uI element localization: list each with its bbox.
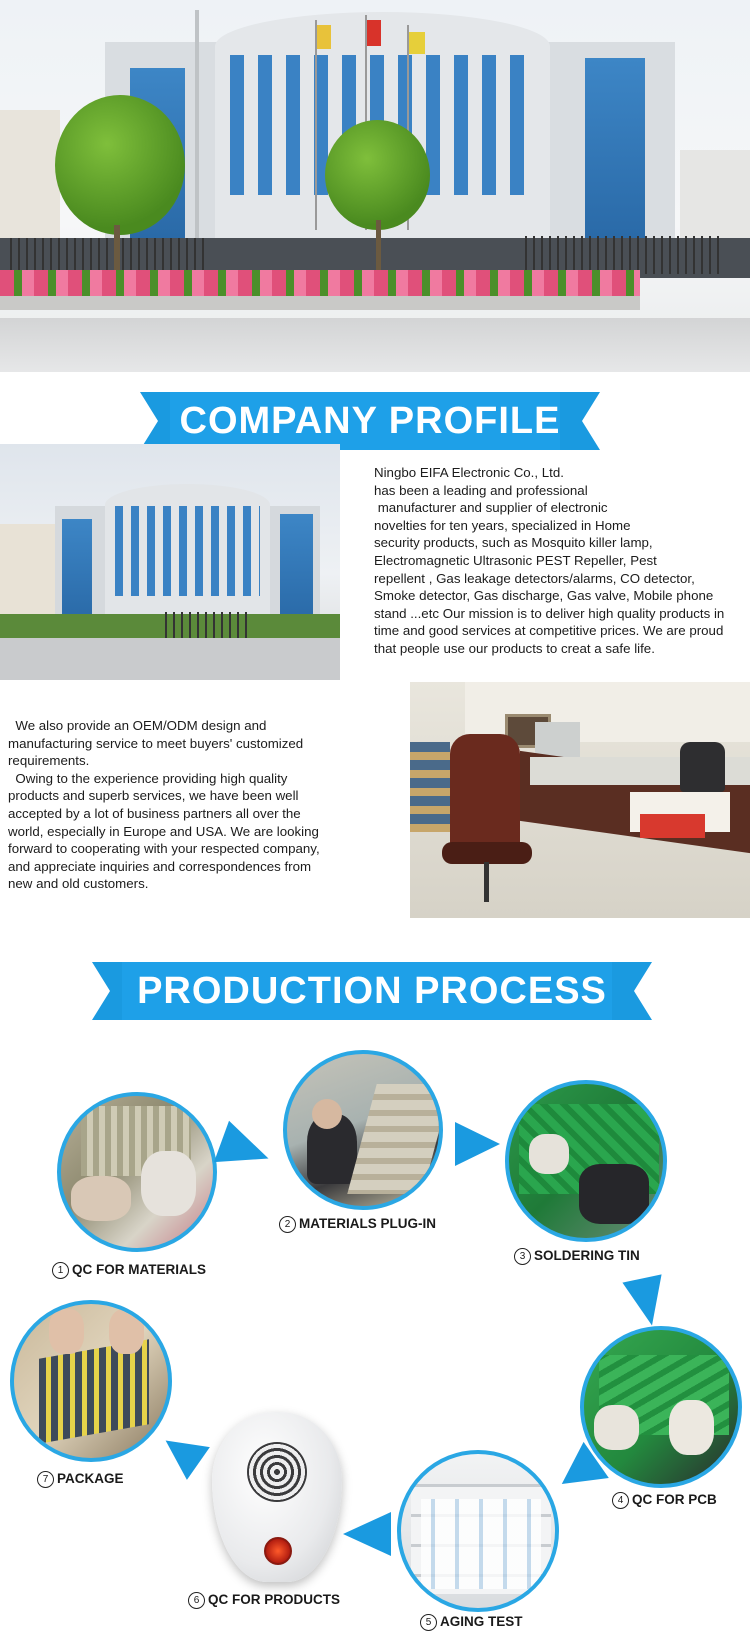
company-profile-banner: [140, 392, 600, 450]
office-building-photo: [0, 444, 340, 680]
step-7-label: 7 PACKAGE: [37, 1471, 124, 1488]
production-process-banner: [92, 962, 652, 1020]
step-5-aging-test-photo: [397, 1450, 559, 1612]
step-6-label: 6 QC FOR PRODUCTS: [188, 1592, 340, 1609]
production-process-title: PRODUCTION PROCESS: [137, 969, 607, 1012]
arrow-3-to-4-icon: [622, 1274, 671, 1329]
arrow-2-to-3-icon: [455, 1122, 500, 1166]
step-7-package-photo: [10, 1300, 172, 1462]
arrow-5-to-6-icon: [343, 1512, 391, 1556]
arrow-1-to-2-icon: [214, 1121, 276, 1179]
speaker-grille-icon: [247, 1442, 307, 1502]
office-interior-photo: [410, 682, 750, 918]
company-intro-text: Ningbo EIFA Electronic Co., Ltd. has been a leading and professional manufacturer and supplier of electronic novelties for ten years, specialized in Home security products, such as Mosquito killer lamp, Electromagnetic Ultrasonic PEST Repeller, Pest repellent , Gas leakage detectors/alarms, CO detector, Smoke detector, Gas discharge, Gas valve, Mobile phone stand ...etc Our mission is to deliver high quality products in time and good services at competitive prices. We are proud that people use our products to creat a safe life.: [374, 465, 725, 656]
step-1-label: 1 QC FOR MATERIALS: [52, 1262, 206, 1279]
indicator-light-icon: [264, 1537, 292, 1565]
step-1-qc-materials-photo: [57, 1092, 217, 1252]
step-3-soldering-tin-photo: [505, 1080, 667, 1242]
step-2-label: 2 MATERIALS PLUG-IN: [279, 1216, 436, 1233]
step-5-label: 5 AGING TEST: [420, 1614, 523, 1631]
step-6-product-image: [212, 1412, 342, 1582]
arrow-6-to-7-icon: [154, 1424, 210, 1480]
step-3-label: 3 SOLDERING TIN: [514, 1248, 640, 1265]
step-2-materials-plugin-photo: [283, 1050, 443, 1210]
company-profile-title: COMPANY PROFILE: [179, 399, 561, 442]
step-4-label: 4 QC FOR PCB: [612, 1492, 717, 1509]
hero-building-photo: [0, 0, 750, 372]
company-service-text: We also provide an OEM/ODM design and manufacturing service to meet buyers' customized requirements. Owing to the experience providing high quality products and superb services, we have been well accepted by a lot of business partners all over the world, especially in Europe and USA. We are looking forward to cooperating with your respected company, and appreciate inquiries and correspondences from new and old customers.: [8, 718, 320, 892]
step-4-qc-pcb-photo: [580, 1326, 742, 1488]
